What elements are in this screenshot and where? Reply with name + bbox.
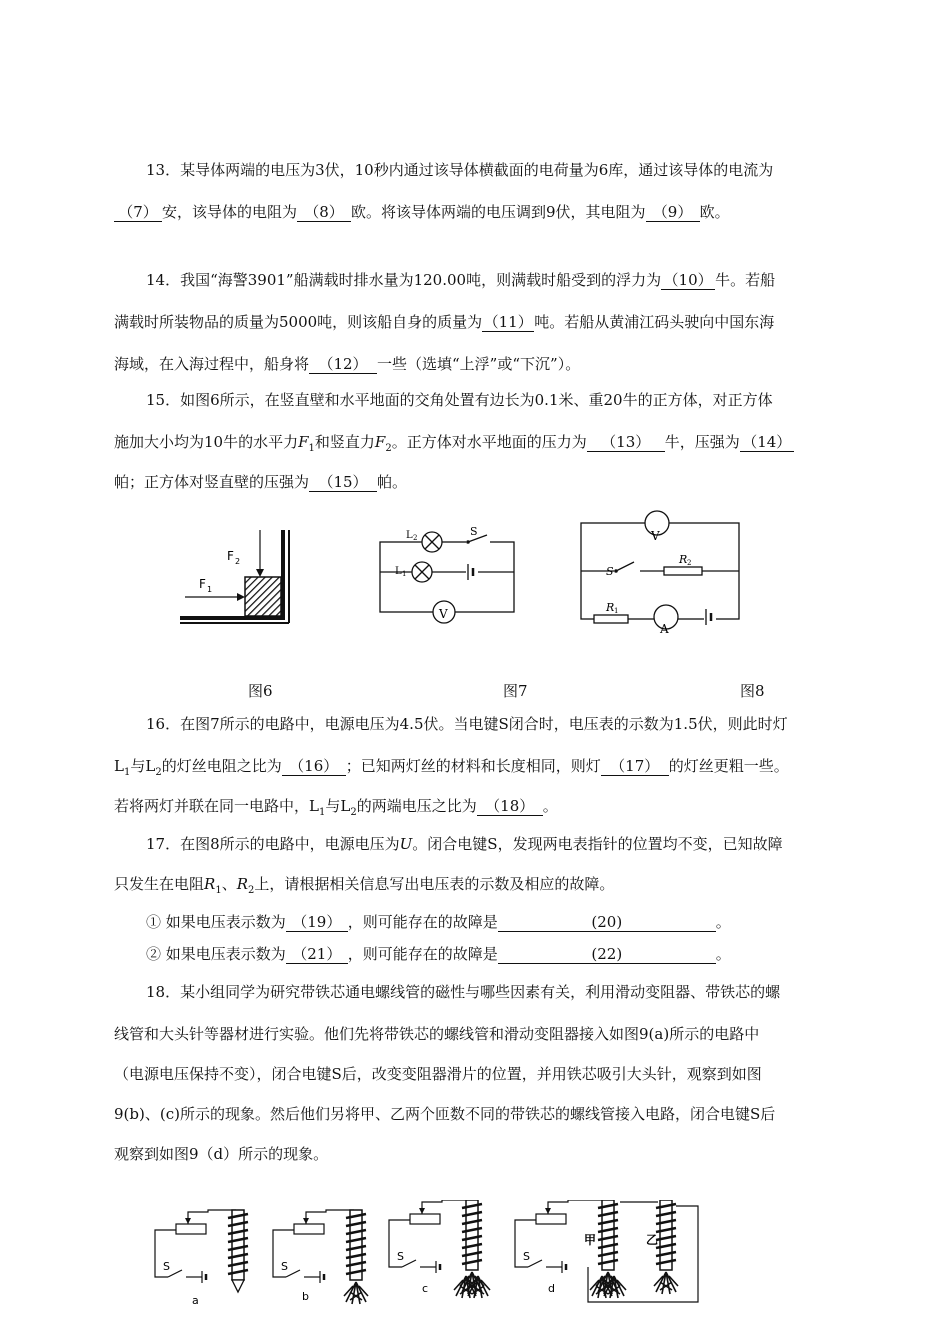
blank-13: （13）: [587, 433, 665, 452]
q18-line5: 观察到如图9（d）所示的现象。: [114, 1145, 329, 1163]
svg-text:F: F: [199, 577, 206, 591]
figure-9b: [273, 1210, 368, 1304]
svg-text:A: A: [660, 622, 669, 635]
blank-9: （9）: [646, 203, 700, 222]
svg-text:甲: 甲: [584, 1233, 597, 1247]
q18-line1: 18．某小组同学为研究带铁芯通电螺线管的磁性与哪些因素有关，利用滑动变阻器、带铁芯的螺: [146, 983, 781, 1001]
svg-text:S: S: [606, 565, 614, 578]
q17-line2: 只发生在电阻$R_1$、$R_2$上，请根据相关信息写出电压表的示数及相应的故障。: [114, 875, 615, 896]
blank-7: （7）: [114, 203, 162, 222]
blank-21: （21）: [286, 945, 348, 964]
q15-line2: 施加大小均为10牛的水平力$F_1$和竖直力$F_2$。正方体对水平地面的压力为 （13） 牛，压强为 （14）: [114, 432, 794, 459]
svg-text:V: V: [439, 607, 448, 621]
svg-text:S: S: [281, 1260, 288, 1273]
q17-case2: ② 如果电压表示数为 （21） ，则可能存在的故障是 (22) 。: [146, 945, 731, 963]
figure-7-caption: 图7: [503, 682, 528, 700]
q17-line1: 17．在图8所示的电路中，电源电压为U。闭合电键S，发现两电表指针的位置均不变，已知故障: [146, 835, 783, 853]
svg-text:2: 2: [413, 534, 418, 542]
figure-9a: [155, 1210, 248, 1307]
blank-16: （16）: [282, 757, 346, 776]
blank-17: （17）: [601, 757, 669, 776]
figure-8-caption: 图8: [740, 682, 765, 700]
svg-text:V: V: [651, 529, 660, 543]
svg-text:L: L: [395, 566, 402, 577]
figure-6: [175, 525, 300, 640]
svg-text:S: S: [397, 1250, 404, 1263]
blank-18: （18）: [477, 797, 543, 816]
q13-line1: 13．某导体两端的电压为3伏，10秒内通过该导体横截面的电荷量为6库，通过该导体的电流为: [146, 161, 774, 179]
q18-line3: （电源电压保持不变），闭合电键S后，改变变阻器滑片的位置，并用铁芯吸引大头针，观察到如图: [114, 1065, 762, 1083]
figure-9d: [515, 1200, 698, 1302]
figure-8: [576, 505, 746, 635]
svg-text:1: 1: [614, 607, 619, 615]
blank-11: （11）: [483, 313, 533, 331]
q14-line1: 14．我国“海警3901”船满载时排水量为120.00吨，则满载时船受到的浮力为 （10） 牛。若船: [146, 271, 776, 289]
q16-line1: 16．在图7所示的电路中，电源电压为4.5伏。当电键S闭合时，电压表的示数为1.5伏，则此时灯: [146, 715, 788, 733]
figure-7: [372, 520, 522, 635]
svg-text:d: d: [548, 1282, 555, 1295]
figure-6-caption: 图6: [248, 682, 273, 700]
q16-line2: $L_1$与$L_2$的灯丝电阻之比为 （16） ；已知两灯丝的材料和长度相同，则灯 （17） 的灯丝更粗一些。: [114, 757, 789, 778]
svg-text:2: 2: [687, 559, 692, 567]
blank-15: （15）: [309, 473, 377, 492]
cube: [245, 577, 281, 616]
svg-text:L: L: [406, 530, 413, 541]
svg-text:S: S: [470, 525, 478, 538]
q15-line3: 帕；正方体对竖直壁的压强为 （15） 帕。: [114, 473, 408, 491]
svg-text:c: c: [422, 1282, 429, 1295]
svg-text:b: b: [302, 1290, 309, 1303]
q18-line4: 9(b)、(c)所示的现象。然后他们另将甲、乙两个匝数不同的带铁芯的螺线管接入电路，闭合电键S后: [114, 1105, 776, 1123]
q17-case1: ① 如果电压表示数为 （19） ，则可能存在的故障是 (20) 。: [146, 913, 731, 931]
svg-text:R: R: [679, 553, 688, 566]
blank-12: （12）: [309, 355, 377, 374]
q14-line3: 海域，在入海过程中，船身将 （12） 一些（选填“上浮”或“下沉”）。: [114, 355, 581, 373]
svg-text:乙: 乙: [646, 1233, 659, 1247]
figure-9: [148, 1200, 708, 1310]
q13-line2: （7） 安，该导体的电阻为 （8） 欧。将该导体两端的电压调到9伏，其电阻为 （9） 欧。: [114, 202, 730, 222]
blank-10: （10）: [661, 271, 715, 290]
figure-9c: [389, 1200, 490, 1298]
q18-line2: 线管和大头针等器材进行实验。他们先将带铁芯的螺线管和滑动变阻器接入如图9(a)所示的电路中: [114, 1025, 760, 1043]
blank-8: （8）: [297, 203, 351, 222]
svg-text:1: 1: [402, 570, 407, 578]
svg-text:S: S: [523, 1250, 530, 1263]
blank-19: （19）: [286, 913, 348, 932]
q14-line2: 满载时所装物品的质量为5000吨，则该船自身的质量为（11）吨。若船从黄浦江码头驶向中国东海: [114, 313, 775, 331]
q16-line3: 若将两灯并联在同一电路中，$L_1$与$L_2$的两端电压之比为 （18） 。: [114, 797, 558, 818]
svg-text:2: 2: [235, 557, 241, 566]
blank-20: (20): [498, 913, 716, 932]
blank-14: （14）: [740, 433, 794, 452]
svg-text:a: a: [192, 1294, 199, 1307]
q15-line1: 15．如图6所示，在竖直壁和水平地面的交角处置有边长为0.1米、重20牛的正方体，对正方体: [146, 391, 773, 409]
svg-text:F: F: [227, 549, 234, 563]
svg-text:S: S: [163, 1260, 170, 1273]
svg-text:1: 1: [207, 585, 213, 594]
svg-text:R: R: [606, 601, 615, 614]
blank-22: (22): [498, 945, 716, 964]
